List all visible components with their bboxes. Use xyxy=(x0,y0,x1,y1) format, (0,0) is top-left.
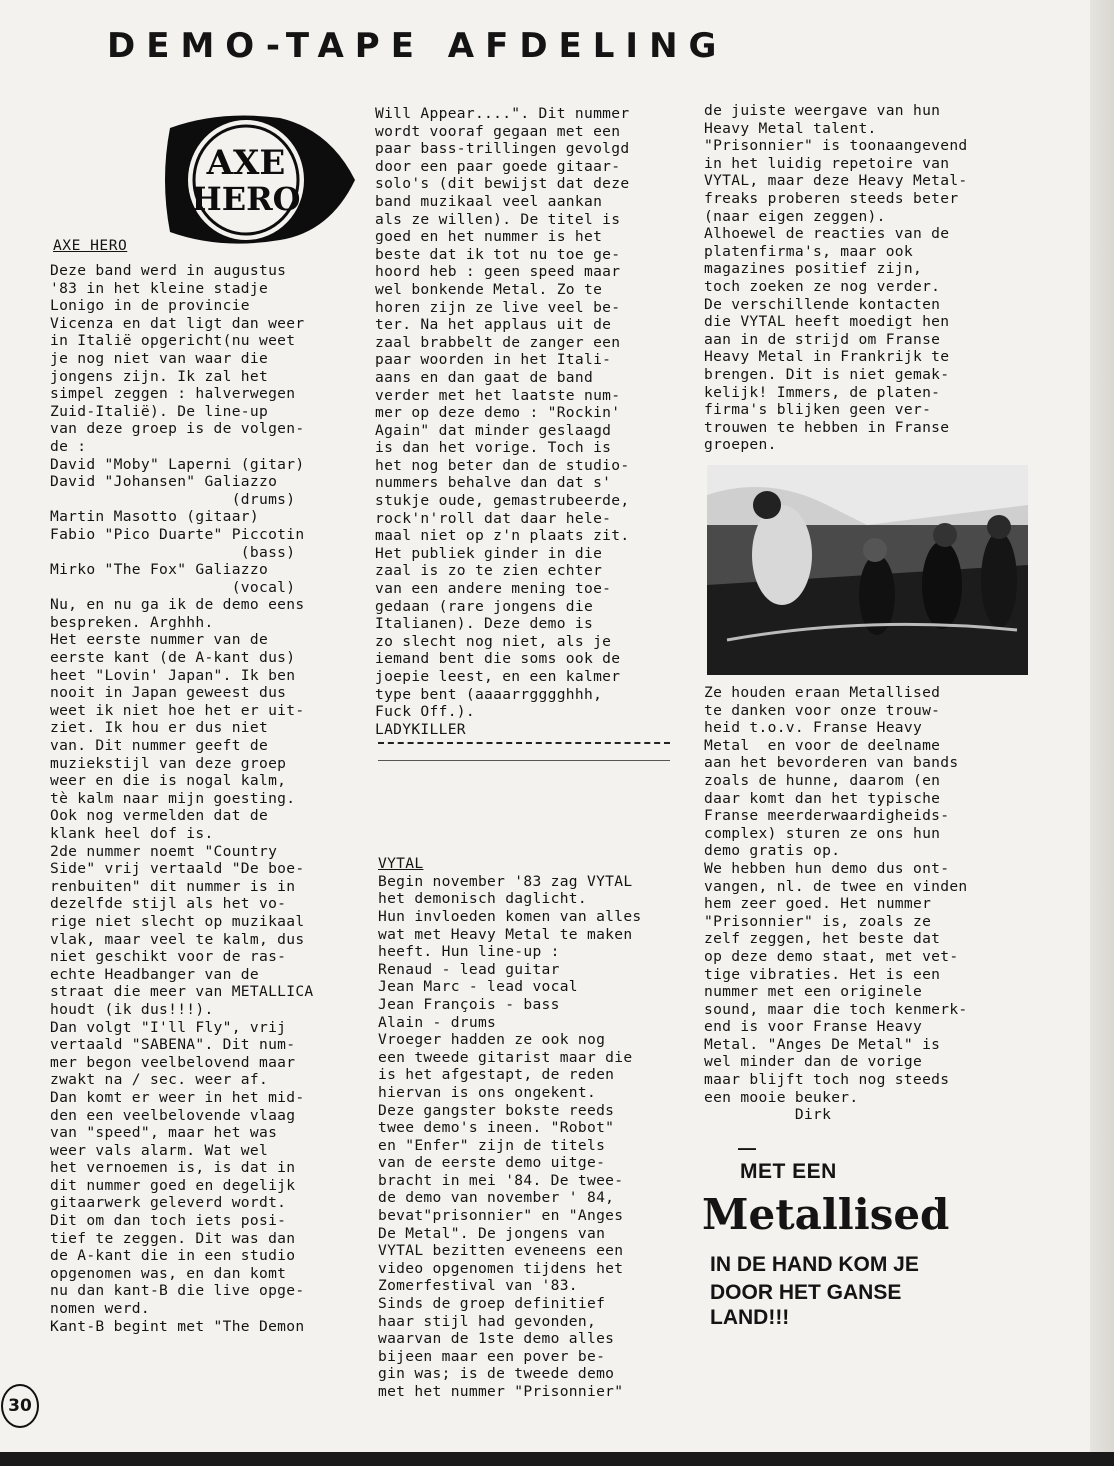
ad-dash: — xyxy=(738,1138,756,1158)
section-divider xyxy=(378,742,670,744)
logo-text-axe: AXE xyxy=(206,143,286,183)
ad-top-line: MET EEN xyxy=(740,1160,837,1183)
vytal-review-body: Begin november '83 zag VYTAL het demonisch daglicht. Hun invloeden komen van alles wat met Heavy Metal te maken heeft. Hun line-up : Renaud - lead guitar Jean Marc - lead vocal Jean François - bass Alain - drums Vroeger hadden ze ook nog een tweede gitarist maar die is het afgestapt, de reden hiervan is ons ongekent. Deze gangster bokste reeds twee demo's ineen. "Robot" en "Enfer" zijn de titels van de eerste demo uitge- bracht in mei '84. De twee- de demo van november ' 84, bevat"prisonnier" en "Anges De Metal". De jongens van VYTAL bezitten eveneens een video opgenomen tijdens het Zomerfestival van '83. Sinds de groep definitief haar stijl had gevonden, waarvan de 1ste demo alles bijeen maar een pover be- gin was; is de tweede demo met het nummer "Prisonnier" xyxy=(378,872,642,1400)
axe-hero-review-continued: Will Appear....". Dit nummer wordt vooraf gegaan met een paar bass-trillingen gevolgd door een paar goede gitaar- solo's (dit bewijst dat deze band muzikaal veel aankan als ze willen). De titel is goed en het nummer is het beste dat ik tot nu toe ge- hoord heb : geen speed maar wel bonkende Metal. Zo te horen zijn ze live veel be- ter. Na het applaus uit de zaal brabbelt de zanger een paar woorden in het Itali- aans en dan gaat de band verder met het laatste num- mer op deze demo : "Rockin' Again" dat minder geslaagd is dan het vorige. Toch is het nog beter dan de studio- nummers behalve dan dat s' stukje oude, gemastrubeerde, rock'n'roll dat daar hele- maal niet op z'n plaats zit. Het publiek ginder in die zaal is zo te zien echter van een andere mening toe- gedaan (rare jongens die Italianen). Deze demo is zo slecht nog niet, als je iemand bent die soms ook de joepie leest, en een kalmer type bent (aaaarrgggghhh, Fuck Off.). LADYKILLER xyxy=(375,105,630,738)
ad-line-3: LAND!!! xyxy=(710,1306,790,1329)
axe-hero-heading: AXE HERO xyxy=(53,237,128,254)
axe-hero-logo xyxy=(160,110,360,250)
ad-line-1: IN DE HAND KOM JE xyxy=(710,1253,919,1276)
bottom-bar xyxy=(0,1452,1114,1466)
logo-text-hero: HERO xyxy=(191,180,301,218)
page-number: 30 xyxy=(1,1384,39,1428)
vytal-review-continued: de juiste weergave van hun Heavy Metal talent. "Prisonnier" is toonaangevend in het luidig repetoire van VYTAL, maar deze Heavy Metal- freaks proberen steeds beter (naar eigen zeggen). Alhoewel de reacties van de platenfirma's, maar ook magazines positief zijn, toch zoeken ze nog verder. De verschillende kontacten die VYTAL heeft moedigt hen aan in de strijd om Franse Heavy Metal in Frankrijk te brengen. Dit is niet gemak- kelijk! Immers, de platen- firma's blijken geen ver- trouwen te hebben in Franse groepen. xyxy=(704,102,968,454)
ad-brand-logo: Metallised xyxy=(702,1190,950,1239)
band-photo xyxy=(707,465,1028,675)
page-title: DEMO-TAPE AFDELING xyxy=(107,26,728,66)
axe-hero-review: Deze band werd in augustus '83 in het kleine stadje Lonigo in de provincie Vicenza en dat ligt dan weer in Italië opgericht(nu weet je nog niet van waar die jongens zijn. Ik zal het simpel zeggen : halverwegen Zuid-Italië). De line-up van deze groep is de volgen- de : David "Moby" Laperni (gitar) David "Johansen" Galiazzo (drums) Martin Masotto (gitaar) Fabio "Pico Duarte" Piccotin (bass) Mirko "The Fox" Galiazzo (vocal) Nu, en nu ga ik de demo eens bespreken. Arghhh. Het eerste nummer van de eerste kant (de A-kant dus) heet "Lovin' Japan". Ik ben nooit in Japan geweest dus weet ik niet hoe het er uit- ziet. Ik hou er dus niet van. Dit nummer geeft de muziekstijl van deze groep weer en die is nogal kalm, tè kalm naar mijn goesting. Ook nog vermelden dat de klank heel dof is. 2de nummer noemt "Country Side" vrij vertaald "De boe- renbuiten" dit nummer is in dezelfde stijl als het vo- rige niet slecht op muzikaal vlak, maar veel te kalm, dus niet geschikt voor de ras- echte Headbanger van de straat die meer van METALLICA houdt (ik dus!!!). Dan volgt "I'll Fly", vrij vertaald "SABENA". Dit num- mer begon veelbelovend maar zwakt na / sec. weer af. Dan komt er weer in het mid- den een veelbelovende vlaag van "speed", maar het was weer vals alarm. Wat wel het vernoemen is, is dat in dit nummer goed en degelijk gitaarwerk geleverd wordt. Dit om dan toch iets posi- tief te zeggen. Dit was dan de A-kant die in een studio opgenomen was, en dan komt nu dan kant-B die live opge- nomen werd. Kant-B begint met "The Demon xyxy=(50,262,314,1335)
page-edge xyxy=(1090,0,1114,1466)
vytal-review xyxy=(378,820,642,1401)
section-divider-line xyxy=(378,760,670,761)
vytal-review-after-photo: Ze houden eraan Metallised te danken voor onze trouw- heid t.o.v. Franse Heavy Metal en voor de deelname aan het bevorderen van bands zoals de hunne, daarom (en daar komt dan het typische Franse meerderwaardigheids- complex) sturen ze ons hun demo gratis op. We hebben hun demo dus ont- vangen, nl. de twee en vinden hem zeer goed. Het nummer "Prisonnier" is, zoals ze zelf zeggen, het beste dat op deze demo staat, met vet- tige vibraties. Het is een nummer met een originele sound, maar die toch kenmerk- end is voor Franse Heavy Metal. "Anges De Metal" is wel minder dan de vorige maar blijft toch nog steeds een mooie beuker. Dirk xyxy=(704,684,968,1124)
vytal-heading: VYTAL xyxy=(378,855,424,873)
ad-line-2: DOOR HET GANSE xyxy=(710,1281,902,1304)
